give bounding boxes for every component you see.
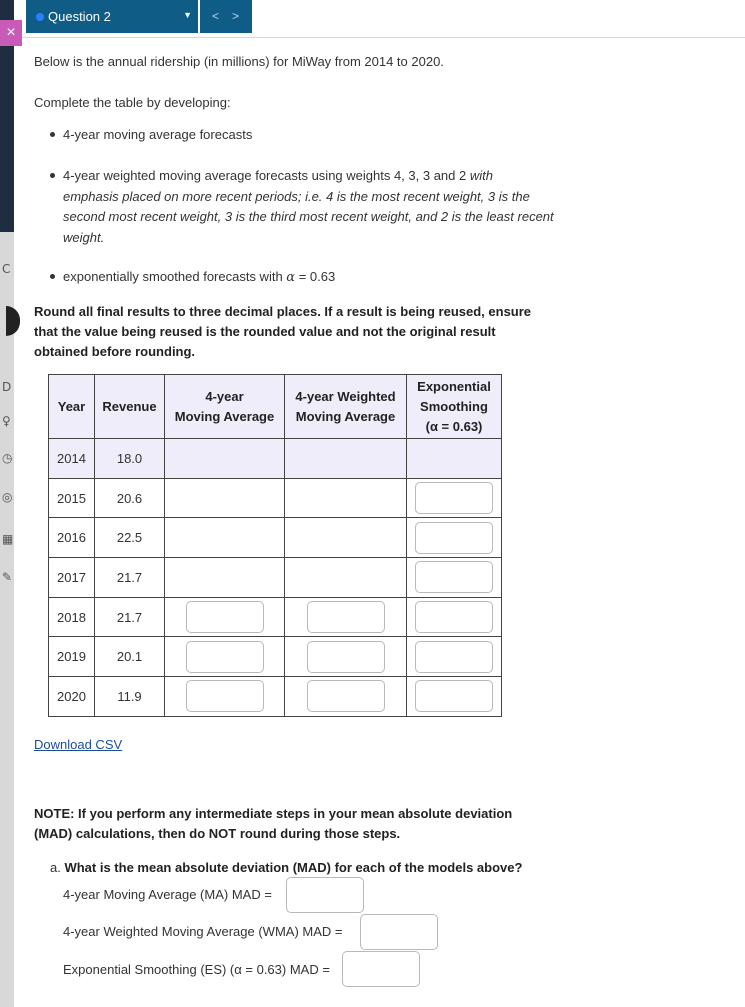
rounding-instructions (34, 302, 714, 362)
table-row (49, 518, 502, 558)
header-wma-line-2: Moving Average (295, 408, 396, 424)
part-a-question (50, 858, 730, 878)
es-input-2018[interactable] (415, 601, 493, 633)
cell-es (407, 518, 502, 558)
note-line-2: (MAD) calculations, then do NOT round during those steps. (34, 826, 401, 841)
ma-input-2018[interactable] (186, 601, 264, 633)
ma-input-2020[interactable] (186, 680, 264, 712)
cell-year: 2018 (49, 597, 95, 637)
ma-mad-input[interactable] (286, 877, 364, 913)
next-question-button[interactable]: > (232, 9, 240, 23)
header-year: Year (49, 375, 95, 439)
cell-wma (285, 518, 407, 558)
exp-text-a: exponentially smoothed forecasts with (63, 269, 287, 284)
question-label: Question 2 (48, 9, 111, 24)
weighted-text-c: emphasis placed on more recent periods; i.e. 4 is the most recent weight, 3 is the (63, 188, 530, 204)
chevron-down-icon: ▼ (183, 10, 192, 20)
header-ma-line-1: 4-year (205, 388, 244, 404)
alpha-symbol: α (286, 270, 296, 285)
es-input-2020[interactable] (415, 680, 493, 712)
note-line-1: NOTE: If you perform any intermediate steps in your mean absolute deviation (34, 806, 513, 821)
rail-circle-icon[interactable] (6, 306, 20, 336)
cell-wma (285, 677, 407, 717)
table-row (49, 478, 502, 518)
cell-wma (285, 439, 407, 479)
status-dot-icon (36, 13, 44, 21)
cell-es (407, 637, 502, 677)
cell-revenue: 21.7 (95, 597, 165, 637)
part-a-prefix: a. (50, 860, 61, 875)
cell-revenue: 11.9 (95, 677, 165, 717)
es-input-2016[interactable] (415, 522, 493, 554)
es-input-2019[interactable] (415, 641, 493, 673)
cell-revenue: 22.5 (95, 518, 165, 558)
wma-input-2019[interactable] (307, 641, 385, 673)
prev-question-button[interactable]: < (212, 9, 220, 23)
wma-input-2018[interactable] (307, 601, 385, 633)
pencil-icon[interactable]: ✎ (2, 570, 13, 584)
bullet-dot (50, 173, 55, 178)
table-header-row (49, 375, 502, 439)
weighted-text-d: second most recent weight, 3 is the third most recent weight, and 2 is the least recent (63, 209, 554, 224)
cell-ma (165, 518, 285, 558)
cell-ma (165, 677, 285, 717)
table-row (49, 558, 502, 598)
download-csv-link[interactable]: Download CSV (34, 737, 123, 752)
cell-es (407, 677, 502, 717)
header-es-line-2: Smoothing (420, 398, 488, 414)
clock-icon[interactable]: ◷ (2, 451, 13, 465)
cell-wma (285, 478, 407, 518)
close-icon[interactable]: × (0, 20, 22, 46)
bullet-moving-average: 4-year moving average forecasts (34, 125, 714, 146)
header-es-line-3: (α = 0.63) (425, 418, 483, 434)
wma-input-2020[interactable] (307, 680, 385, 712)
cell-wma (285, 558, 407, 598)
round-line-3: obtained before rounding. (34, 344, 196, 359)
ma-mad-label: 4-year Moving Average (MA) MAD = (63, 887, 272, 902)
weighted-text-e: weight. (63, 229, 105, 245)
ma-input-2019[interactable] (186, 641, 264, 673)
check-icon[interactable]: ◎ (2, 490, 13, 504)
bullet-dot (50, 274, 55, 279)
intro-line-1: Below is the annual ridership (in millions) for MiWay from 2014 to 2020. (34, 54, 444, 69)
forecast-table (48, 374, 502, 717)
bullet-weighted-average (34, 166, 714, 250)
weighted-text-a: 4-year weighted moving average forecasts using weights 4, 3, 3 and 2 (63, 168, 467, 183)
cell-ma (165, 637, 285, 677)
wma-mad-input[interactable] (360, 914, 438, 950)
cell-wma (285, 637, 407, 677)
bullet-exponential (34, 267, 714, 288)
question-select[interactable] (26, 0, 198, 33)
header-wma-line-1: 4-year Weighted (295, 388, 396, 404)
bullet-weighted-text (63, 166, 703, 248)
rail-letter-d: D (2, 380, 12, 394)
cell-revenue: 20.6 (95, 478, 165, 518)
bullet-exponential-text (63, 267, 335, 289)
cell-revenue: 18.0 (95, 439, 165, 479)
cell-ma (165, 439, 285, 479)
rail-letter-c: C (2, 262, 11, 276)
header-ma-line-2: Moving Average (174, 408, 275, 424)
header-exponential-smoothing (407, 375, 502, 439)
es-mad-input[interactable] (342, 951, 420, 987)
cell-wma (285, 597, 407, 637)
cell-revenue: 21.7 (95, 558, 165, 598)
header-moving-average (165, 375, 285, 439)
cell-es (407, 478, 502, 518)
cell-year: 2015 (49, 478, 95, 518)
es-mad-label: Exponential Smoothing (ES) (α = 0.63) MAD = (63, 962, 330, 977)
header-revenue: Revenue (95, 375, 165, 439)
cell-es (407, 558, 502, 598)
round-line-1: Round all final results to three decimal places. If a result is being reused, ensure (34, 304, 532, 319)
cell-ma (165, 558, 285, 598)
header-es-line-1: Exponential (417, 378, 491, 394)
cell-year: 2020 (49, 677, 95, 717)
bullet-dot (50, 132, 55, 137)
mad-note (34, 804, 714, 844)
es-input-2017[interactable] (415, 561, 493, 593)
exp-text-b: = 0.63 (295, 269, 336, 284)
cell-year: 2014 (49, 439, 95, 479)
part-a-text: What is the mean absolute deviation (MAD) for each of the models above? (64, 860, 523, 875)
calculator-icon[interactable]: ▦ (2, 532, 14, 546)
header-weighted-moving-average (285, 375, 407, 439)
table-row (49, 677, 502, 717)
es-input-2015[interactable] (415, 482, 493, 514)
cell-es (407, 597, 502, 637)
cell-ma (165, 597, 285, 637)
table-row (49, 439, 502, 479)
cell-ma (165, 478, 285, 518)
cell-year: 2019 (49, 637, 95, 677)
person-icon[interactable]: ♀ (2, 414, 11, 428)
question-nav (200, 0, 252, 33)
cell-year: 2016 (49, 518, 95, 558)
cell-revenue: 20.1 (95, 637, 165, 677)
wma-mad-label: 4-year Weighted Moving Average (WMA) MAD = (63, 924, 343, 939)
table-row (49, 597, 502, 637)
cell-year: 2017 (49, 558, 95, 598)
round-line-2: that the value being reused is the rounded value and not the original result (34, 324, 496, 339)
cell-es (407, 439, 502, 479)
top-bar (22, 0, 745, 38)
weighted-text-b: with (466, 168, 493, 183)
table-row (49, 637, 502, 677)
intro-line-2: Complete the table by developing: (34, 95, 231, 110)
